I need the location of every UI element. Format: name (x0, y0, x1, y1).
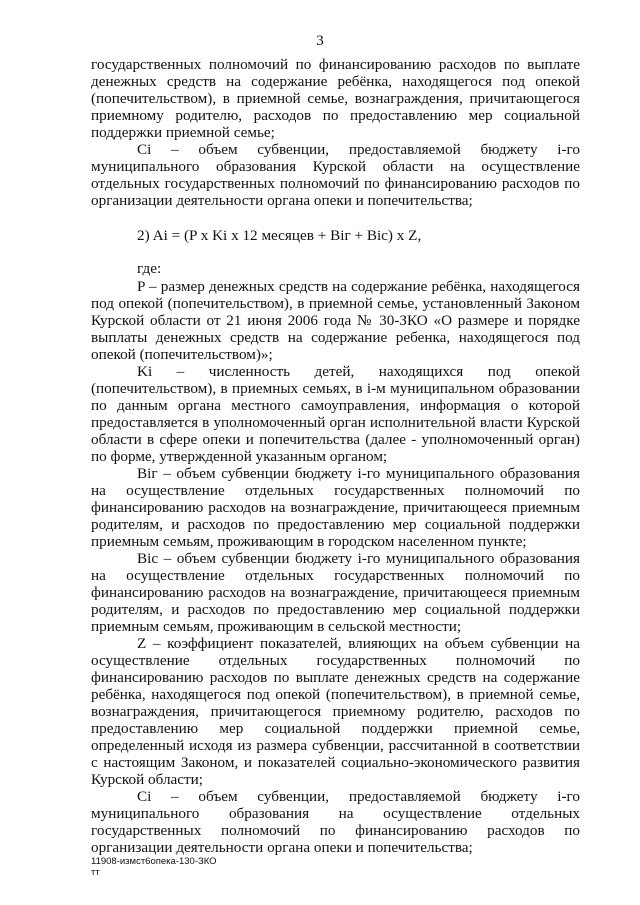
paragraph-ci-definition: Сi – объем субвенции, предоставляемой бюджету i-го муниципального образования Курской области на осуществление отдельных государственных полномочий по финансированию расходов по организации деятельности органа опеки и попечительства; (91, 141, 580, 209)
paragraph-continuation: государственных полномочий по финансированию расходов по выплате денежных средств на содержание ребёнка, находящегося под опекой (попечительством), в приемной семье, вознаграждения, причитающегося приемному родителю, расходов по предоставлению мер социальной поддержки приемной семье; (91, 56, 580, 141)
paragraph-z-definition: Z – коэффициент показателей, влияющих на объем субвенции на осуществление отдельных государственных полномочий по финансированию расходов по выплате денежных средств на содержание ребёнка, находящегося под опекой (попечительством), в приемной семье, вознаграждения, причитающегося приемному родителю, расходов по предоставлению мер социальной поддержки приемной семье, определенный исходя из размера субвенции, рассчитанной в соответствии с настоящим Законом, и показателей социально-экономического развития Курской области; (91, 635, 580, 788)
page-number: 3 (316, 33, 324, 49)
footer-line-2: тт (91, 867, 100, 878)
paragraph-big-definition: Biг – объем субвенции бюджету i-го муниципального образования на осуществление отдельных государственных полномочий по финансированию расходов на вознаграждение, причитающееся приемным родителям, и расходов по предоставлению мер социальной поддержки приемным семьям, проживающим в городском населенном пункте; (91, 465, 580, 550)
footer-doc-code (91, 856, 217, 878)
footer-line-1: 11908-измст6опека-130-ЗКО (91, 856, 217, 867)
document-body (91, 56, 580, 856)
paragraph-bic-definition: Biс – объем субвенции бюджету i-го муниципального образования на осуществление отдельных государственных полномочий по финансированию расходов на вознаграждение, причитающееся приемным родителям, и расходов по предоставлению мер социальной поддержки приемным семьям, проживающим в сельской местности; (91, 550, 580, 635)
paragraph-ci-definition-repeat: Сi – объем субвенции, предоставляемой бюджету i-го муниципального образования на осуществление отдельных государственных полномочий по финансированию расходов по организации деятельности органа опеки и попечительства; (91, 788, 580, 856)
formula-ai: 2) Ai = (P x Ki x 12 месяцев + Biг + Biс) x Z, (137, 227, 422, 244)
paragraph-where: где: (137, 260, 162, 277)
paragraph-p-definition: P – размер денежных средств на содержание ребёнка, находящегося под опекой (попечительством), в приемной семье, установленный Законом Курской области от 21 июня 2006 года № 30-ЗКО «О размере и порядке выплаты денежных средств на содержание ребенка, находящегося под опекой (попечительством)»; (91, 278, 580, 363)
paragraph-ki-definition: Ki – численность детей, находящихся под опекой (попечительством), в приемных семьях, в i-м муниципальном образовании по данным органа местного самоуправления, информация о которой предоставляется в уполномоченный орган исполнительной власти Курской области в сфере опеки и попечительства (далее - уполномоченный орган) по форме, утвержденной указанным органом; (91, 363, 580, 465)
